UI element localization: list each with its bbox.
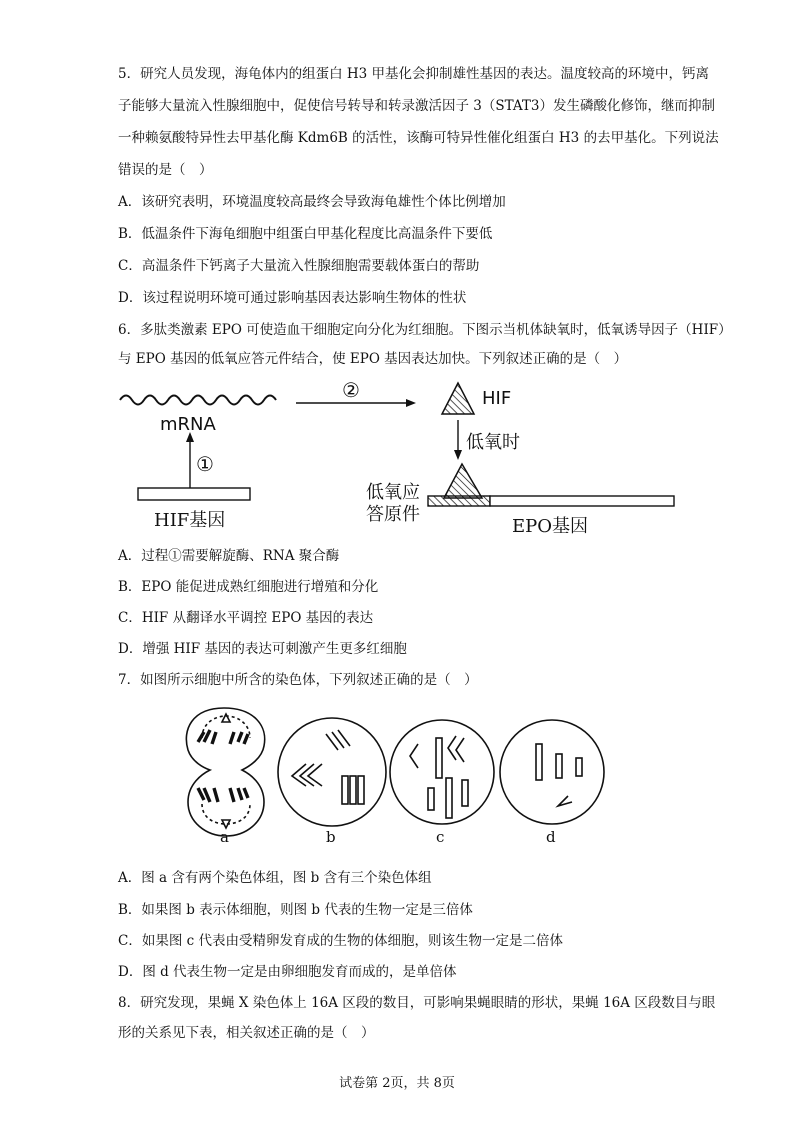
hif-gene-label: HIF基因: [154, 510, 226, 531]
arrow-low-oxygen-head: [454, 450, 462, 460]
q7-option-d: D．图 d 代表生物一定是由卵细胞发育而成的，是单倍体: [118, 964, 457, 980]
q5-stem-line-3: 一种赖氨酸特异性去甲基化酶 Kdm6B 的活性，该酶可特异性催化组蛋白 H3 的去甲基化。下列说法: [118, 130, 719, 146]
q5-stem-line-2: 子能够大量流入性腺细胞中，促使信号转导和转录激活因子 3（STAT3）发生磷酸化修饰，继而抑制: [118, 98, 715, 114]
q7-option-c: C．如果图 c 代表由受精卵发育成的生物的体细胞，则该生物一定是二倍体: [118, 933, 563, 949]
cell-d: [500, 720, 604, 824]
low-oxygen-label: 低氧时: [466, 432, 520, 453]
hif-protein-triangle: [442, 383, 474, 414]
hif-bound-triangle: [444, 464, 482, 498]
q5-option-c: C．高温条件下钙离子大量流入性腺细胞需要载体蛋白的帮助: [118, 258, 480, 274]
chromosome-cells-figure: [180, 700, 620, 856]
step-2-label: ②: [342, 378, 360, 402]
cell-c: [390, 720, 494, 824]
mrna-wave: [120, 396, 276, 405]
q6-option-d: D．增强 HIF 基因的表达可刺激产生更多红细胞: [118, 641, 407, 657]
q8-stem-line-2: 形的关系见下表，相关叙述正确的是（ ）: [118, 1025, 375, 1041]
cell-a: [186, 708, 264, 836]
q5-stem-line-1: 5．研究人员发现，海龟体内的组蛋白 H3 甲基化会抑制雄性基因的表达。温度较高的环境中，钙离: [118, 66, 710, 82]
page-footer: 试卷第 2页，共 8页: [339, 1076, 455, 1091]
q6-stem-line-2: 与 EPO 基因的低氧应答元件结合，使 EPO 基因表达加快。下列叙述正确的是（ ）: [118, 351, 628, 367]
cell-b-label: b: [326, 828, 336, 846]
q5-option-a: A．该研究表明，环境温度较高最终会导致海龟雄性个体比例增加: [118, 194, 506, 210]
q5-stem-line-4: 错误的是（ ）: [118, 162, 213, 178]
cell-b: [278, 718, 386, 826]
q6-option-c: C．HIF 从翻译水平调控 EPO 基因的表达: [118, 610, 374, 626]
q5-option-d: D．该过程说明环境可通过影响基因表达影响生物体的性状: [118, 290, 467, 306]
q6-option-a: A．过程①需要解旋酶、RNA 聚合酶: [118, 548, 340, 564]
hif-gene-bar: [138, 488, 250, 500]
mrna-label: mRNA: [160, 414, 216, 435]
q7-option-b: B．如果图 b 表示体细胞，则图 b 代表的生物一定是三倍体: [118, 902, 473, 918]
response-element-bar: [428, 496, 490, 506]
response-element-label-2: 答原件: [366, 504, 420, 525]
response-element-label-1: 低氧应: [366, 482, 420, 503]
epo-gene-label: EPO基因: [512, 516, 589, 537]
q6-stem-line-1: 6．多肽类激素 EPO 可使造血干细胞定向分化为红细胞。下图示当机体缺氧时，低氧诱导因子（HIF）: [118, 322, 732, 338]
cell-a-label: a: [220, 828, 229, 846]
q7-stem: 7．如图所示细胞中所含的染色体，下列叙述正确的是（ ）: [118, 672, 478, 688]
hif-label: HIF: [482, 388, 512, 409]
epo-gene-bar: [490, 496, 674, 506]
q8-stem-line-1: 8．研究发现，果蝇 X 染色体上 16A 区段的数目，可影响果蝇眼睛的形状，果蝇 16A 区段数目与眼: [118, 995, 716, 1011]
step-1-label: ①: [196, 452, 214, 476]
q7-option-a: A．图 a 含有两个染色体组，图 b 含有三个染色体组: [118, 870, 432, 886]
cell-d-label: d: [546, 828, 556, 846]
q6-option-b: B．EPO 能促进成熟红细胞进行增殖和分化: [118, 579, 379, 595]
arrow-step-2-head: [406, 399, 416, 407]
cell-c-label: c: [436, 828, 445, 846]
q5-option-b: B．低温条件下海龟细胞中组蛋白甲基化程度比高温条件下要低: [118, 226, 493, 242]
hif-epo-diagram: [110, 378, 690, 538]
